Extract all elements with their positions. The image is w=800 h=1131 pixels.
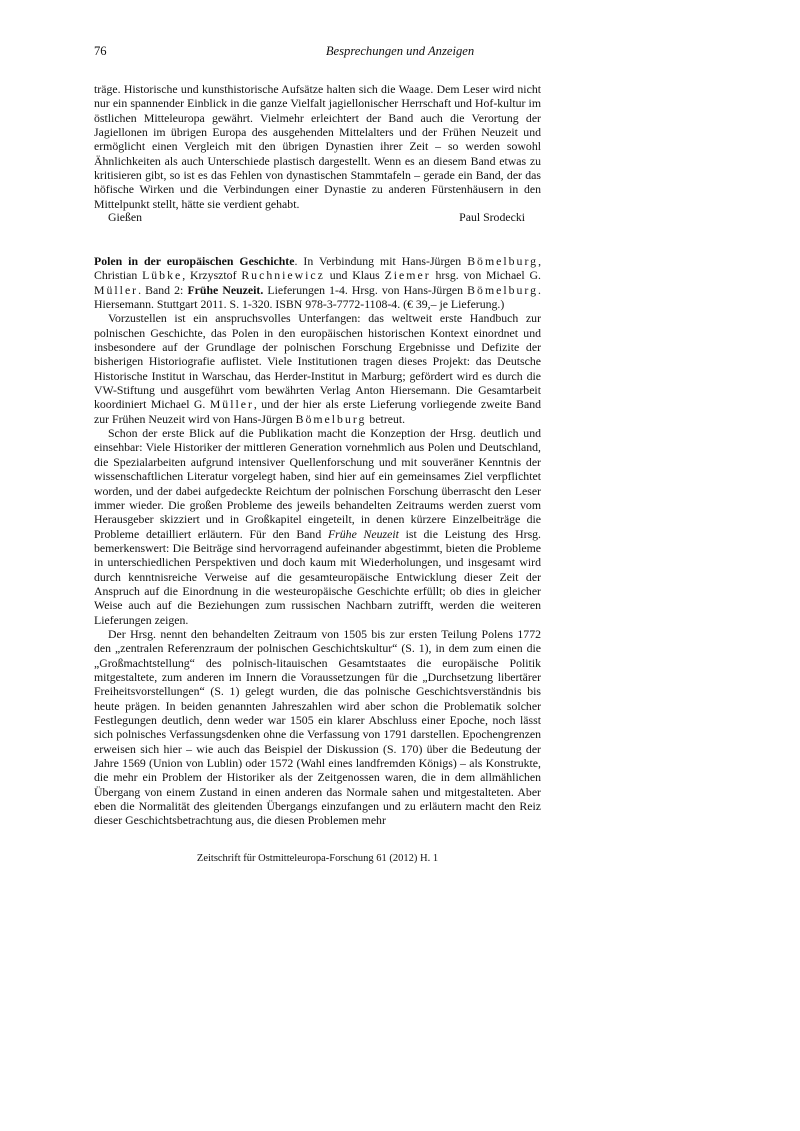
editor-name: Lübke xyxy=(142,268,183,283)
editor-name: Bömelburg xyxy=(467,254,539,268)
book-citation: Polen in der europäischen Geschichte. In Verbindung mit Hans-Jürgen Bömelburg, Christian Lübke, Krzysztof Ruchniewicz und Klaus Ziemer hrsg. von Michael G. Müller. Band 2: Frühe Neuzeit. Lieferungen 1-4. Hrsg. von Hans-Jürgen Bömelburg. Hiersemann. Stuttgart 2011. S. 1-320. ISBN 978-3-7772-1108-4. (€ 39,– je Lieferung.) xyxy=(94,254,542,312)
review-1-paragraph: träge. Historische und kunsthistorische Aufsätze halten sich die Waage. Dem Leser wird nicht nur ein spannender Einblick in die ganze Vielfalt jagiellonischer Herrschaft und Hof-kultur im östlichen Mitteleuropa gewährt. Vielmehr erleichtert der Band auch die Verortung der Jagiellonen im übrigen Europa des ausgehenden Mittelalters und der Frühen Neuzeit und ermöglicht einen Vergleich mit den übrigen Dynastien ihrer Zeit – so werden sowohl Ähnlichkeiten als auch Unterschiede plastisch dargestellt. Wenn es an diesem Band etwas zu kritisieren gibt, so ist es das Fehlen von dynastischen Stammtafeln – gerade ein Band, der das höfische Wirken und die Verbindungen einer Dynastie zu anderen Fürstenhäusern in den Mittelpunkt stellt, hätte sie verdient gehabt. xyxy=(94,82,541,211)
volume-title: Frühe Neuzeit. xyxy=(187,282,264,297)
review-2-text xyxy=(94,254,541,828)
person-name: Bömelburg xyxy=(295,411,367,426)
page-footer: Zeitschrift für Ostmitteleuropa-Forschung 61 (2012) H. 1 xyxy=(196,853,439,864)
page-number: 76 xyxy=(94,44,107,58)
review-1-text xyxy=(94,82,541,211)
review-paragraph: Schon der erste Blick auf die Publikation macht die Konzeption der Hrsg. deutlich und einsehbar: Viele Historiker der mittleren Generation vornehmlich aus Polen und Deutschland, die Spezialarbeiten aufgrund intensiver Quellenforschung und mit souveräner Kenntnis der wissenschaftlichen Literatur vorgelegt haben, sind hier auf ein gemeinsames Ziel verpflichtet worden, und der dabei aufgedeckte Reichtum der polnischen Forschung überrascht den Leser immer wieder. Die großen Probleme des jeweils behandelten Zeitraums werden zuerst vom Herausgeber skizziert und in Großkapitel eingeteilt, in denen kürzere Einzelbeiträge die Probleme detailliert erläutern. Für den Band Frühe Neuzeit ist die Leistung des Hrsg. bemerkenswert: Die Beiträge sind hervorragend aufeinander abgestimmt, bieten die Probleme in unterschiedlichen Perspektiven und doch kaum mit Wiederholungen, und insgesamt wird durch kenntnisreiche Verweise auf die gesamteuropäische Entwicklung dieser Zeit der Anspruch auf die Einordnung in die westeuropäische Geschichte erfüllt; ob dies in gleicher Weise auch auf die Beziehungen zum russischen Nachbarn zutrifft, werden die weiteren Lieferungen zeigen. xyxy=(94,426,542,627)
review-paragraph: Vorzustellen ist ein anspruchsvolles Unterfangen: das weltweit erste Handbuch zur polnischen Geschichte, das Polen in den europäischen historischen Kontext einordnet und insbesondere auf der Grundlage der polnischen Forschung Ergebnisse und Defizite der bisherigen Historiografie auflistet. Viele Institutionen tragen dieses Projekt: das Deutsche Historische Institut in Warschau, das Herder-Institut in Marburg; gefördert wird es durch die VW-Stiftung und ausgeführt vom bewährten Verlag Anton Hiersemann. Die Gesamtarbeit koordiniert Michael G. Müller, und der hier als erste Lieferung vorliegende zweite Band zur Frühen Neuzeit wird von Hans-Jürgen Bömelburg betreut. xyxy=(94,311,542,426)
reviewer-place: Gießen xyxy=(108,210,143,224)
page-header xyxy=(94,44,706,64)
reviewer-name: Paul Srodecki xyxy=(459,210,525,224)
editor-name: Bömelburg xyxy=(467,282,539,297)
editor-name: Müller xyxy=(94,282,139,297)
review-paragraph: Der Hrsg. nennt den behandelten Zeitraum von 1505 bis zur ersten Teilung Polens 1772 den „zentralen Referenzraum der polnischen Geschichtskultur“ (S. 1), in dem zum einen die „Großmachtstellung“ des polnisch-litauischen Gesamtstaates die europäische Politik mitgestaltete, zum anderen im Innern die Voraussetzungen für die „Durchsetzung libertärer Freiheitsvorstellungen“ (S. 1) gelegt wurden, die das polnische Geschichtsverständnis bis heute prägen. In beiden genannten Jahreszahlen wird aber schon die Problematik solcher Festlegungen deutlich, denn weder war 1505 ein klarer Abschluss einer Epoche, noch lässt sich polnisches Verfassungsdenken ohne die Verfassung von 1791 darstellen. Epochengrenzen erweisen sich hier – wie auch das Beispiel der Diskussion (S. 170) über die Bedeutung der Jahre 1569 (Union von Lublin) oder 1572 (Wahl eines landfremden Königs) – als Konstrukte, die mehr ein Problem der Historiker als der Zeitgenossen waren, die in dem allmählichen Übergang von einem Zustand in einen anderen das Normale sahen und mitgestalteten. Aber eben die Normalität des gleitenden Übergangs einzufangen und zu erläutern macht den Reiz dieser Geschichtsbetrachtung aus, die diesen Problemen mehr xyxy=(94,626,541,828)
running-title: Besprechungen und Anzeigen xyxy=(325,44,475,58)
person-name: Müller xyxy=(209,397,254,412)
editor-name: Ruchniewicz xyxy=(241,268,325,283)
editor-name: Ziemer xyxy=(384,268,431,283)
italic-title: Frühe Neuzeit xyxy=(327,526,399,541)
book-title: Polen in der europäischen Geschichte xyxy=(94,254,295,268)
